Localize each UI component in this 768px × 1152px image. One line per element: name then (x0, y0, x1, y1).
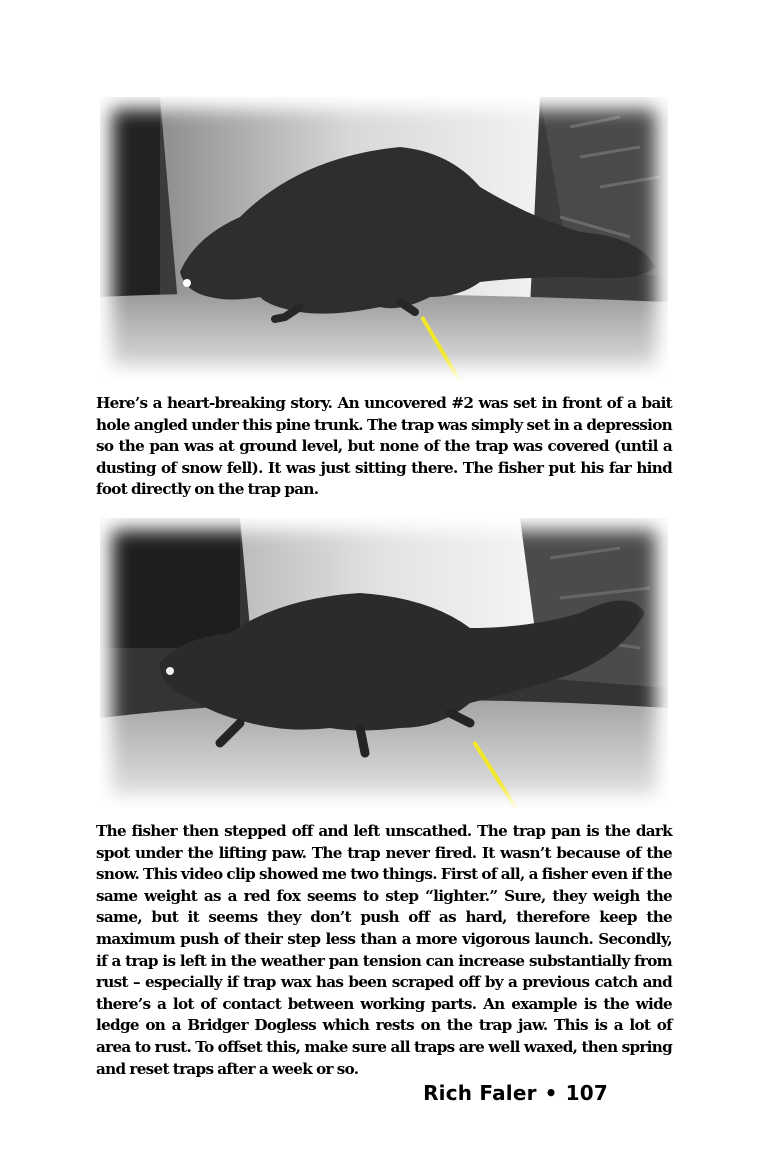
footer-separator: • (544, 1081, 558, 1105)
author-name: Rich Faler (423, 1081, 537, 1105)
photo-2-image (100, 518, 668, 808)
photo-fisher-on-trap (100, 97, 668, 380)
photo-1-image (100, 97, 668, 380)
caption-first: Here’s a heart-breaking story. An uncovered #2 was set in front of a bait hole angled under this pine trunk. The trap was simply set in a depression so the pan was at ground level, but none of the trap was covered (until a dusting of snow fell). It was just sitting there. The fisher put his far hind foot directly on the trap pan. (96, 394, 672, 499)
photo-fisher-stepping-off (100, 518, 668, 808)
caption-second: The fisher then stepped off and left unscathed. The trap pan is the dark spot under the lifting paw. The trap never fired. It wasn’t because of the snow. This video clip showed me two things. First of all, a fisher even if the same weight as a red fox seems to step “lighter.” Sure, they weigh the same, but it seems they don’t push off as hard, therefore keep the maximum push of their step less than a more vigorous launch. Secondly, if a trap is left in the weather pan tension can increase substantially from rust – especially if trap wax has been scraped off by a previous catch and there’s a lot of contact between working parts. An example is the wide ledge on a Bridger Dogless which rests on the trap jaw. This is a lot of area to rust. To offset this, make sure all traps are well waxed, then spring and reset traps after a week or so. (96, 822, 672, 1078)
page-footer (423, 1081, 608, 1105)
page-number: 107 (565, 1081, 608, 1105)
